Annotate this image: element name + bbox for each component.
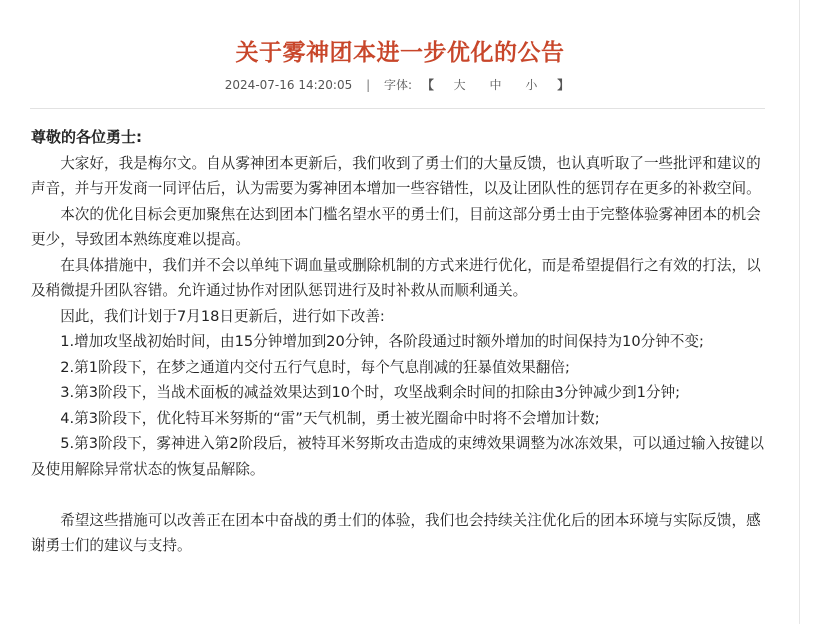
paragraph-goal: 本次的优化目标会更加聚焦在达到团本门槛名望水平的勇士们，目前这部分勇士由于完整体验雾神团本的机会更少，导致团本熟练度难以提高。 [31,205,761,248]
change-item-5: 5.第3阶段下，雾神进入第2阶段后，被特耳米努斯攻击造成的束缚效果调整为冰冻效果，可以通过输入按键以及使用解除异常状态的恢复品解除。 [31,435,764,478]
paragraph-measures: 在具体措施中，我们并不会以单纯下调血量或删除机制的方式来进行优化，而是希望提倡行之有效的打法，以及稍微提升团队容错。允许通过协作对团队惩罚进行及时补救从而顺利通关。 [31,256,761,299]
page-title: 关于雾神团本进一步优化的公告 [235,40,565,66]
change-item-3: 3.第3阶段下，当战术面板的减益效果达到10个时，攻坚战剩余时间的扣除由3分钟减少到1分钟; [60,384,681,401]
bracket-open: 【 [421,78,434,92]
paragraph-intro: 大家好，我是梅尔文。自从雾神团本更新后，我们收到了勇士们的大量反馈，也认真听取了一些批评和建议的声音，并与开发商一同评估后，认为需要为雾神团本增加一些容错性，以及让团队性的惩罚存在更多的补救空间。 [31,154,761,197]
article-body [31,125,771,559]
title-divider [30,108,765,109]
font-size-medium-link[interactable]: 中 [489,78,502,92]
page-edge-rule [799,0,800,624]
meta-separator: | [366,78,371,92]
publish-datetime: 2024-07-16 14:20:05 [224,78,353,92]
change-item-1: 1.增加攻坚战初始时间，由15分钟增加到20分钟，各阶段通过时额外增加的时间保持为10分钟不变; [60,333,704,350]
font-size-label: 字体: [383,78,412,92]
font-size-large-link[interactable]: 大 [453,78,466,92]
font-size-control [384,78,575,92]
change-item-2: 2.第1阶段下，在梦之通道内交付五行气息时，每个气息削减的狂暴值效果翻倍; [60,358,570,376]
article-meta [0,76,800,93]
paragraph-spacer [31,482,771,508]
bracket-close: 】 [557,78,570,92]
salutation: 尊敬的各位勇士: [31,128,142,146]
font-size-small-link[interactable]: 小 [525,78,538,92]
change-item-4: 4.第3阶段下，优化特耳米努斯的“雷”天气机制，勇士被光圈命中时将不会增加计数; [60,409,600,427]
paragraph-closing: 希望这些措施可以改善正在团本中奋战的勇士们的体验，我们也会持续关注优化后的团本环境与实际反馈，感谢勇士们的建议与支持。 [31,511,761,554]
paragraph-plan: 因此，我们计划于7月18日更新后，进行如下改善: [60,307,385,325]
